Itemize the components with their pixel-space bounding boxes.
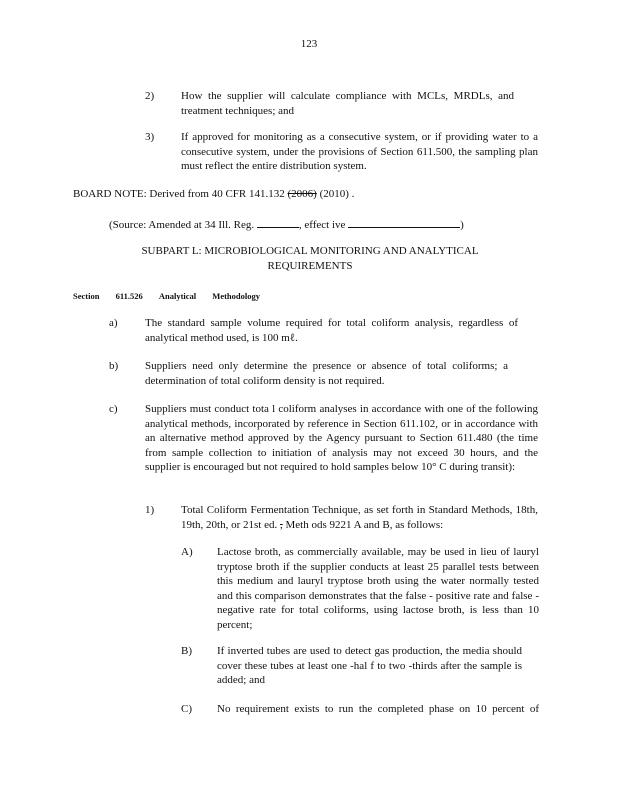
subsubitem-label: B) bbox=[181, 645, 192, 657]
subitem-text bbox=[181, 503, 538, 532]
subpart-title-line2: REQUIREMENTS bbox=[267, 259, 353, 272]
section-word: Section bbox=[73, 291, 100, 301]
list-item-text: How the supplier will calculate compliance with MCLs, MRDLs, and treatment techniques; and bbox=[181, 90, 514, 117]
list-label: 3) bbox=[145, 131, 155, 143]
struck-comma: , bbox=[280, 518, 283, 531]
subitem-text-after: Meth ods 9221 A and B, as follows: bbox=[285, 518, 444, 531]
section-title-word2: Methodology bbox=[212, 291, 260, 301]
item-label: a) bbox=[109, 317, 118, 329]
list-item-text: If approved for monitoring as a consecutive system, or if providing water to a consecutive system, under the provisions of Section 611.500, the sampling plan must reflect the entire distribution system. bbox=[181, 131, 538, 172]
struck-year: (2006) bbox=[287, 188, 317, 200]
subsubitem-text: If inverted tubes are used to detect gas production, the media should cover these tubes at least one -hal f to two -thirds after the sample is added; and bbox=[217, 645, 522, 686]
page-number: 123 bbox=[300, 38, 318, 50]
register-blank bbox=[257, 217, 299, 228]
subitem-label: 1) bbox=[145, 504, 155, 516]
board-note-suffix: (2010) . bbox=[319, 188, 355, 200]
subsubitem-label: A) bbox=[181, 546, 193, 558]
subitem-text-before: Total Coliform Fermentation Technique, as set forth in Standard Methods, 18th, 19th, 20th, or 21st ed. bbox=[181, 504, 538, 531]
item-text: Suppliers need only determine the presence or absence of total coliforms; a determination of total coliform density is not required. bbox=[145, 360, 508, 387]
subsubitem-text: Lactose broth, as commercially available, may be used in lieu of lauryl tryptose broth if the supplier conducts at least 25 parallel tests between this medium and lauryl tryptose broth using the water normally tested and this comparison demonstrates that the false - positive rate and false -negative rate for total coliforms, using lactose broth, is less than 10 percent; bbox=[217, 546, 539, 631]
list-label: 2) bbox=[145, 90, 155, 102]
item-text: The standard sample volume required for total coliform analysis, regardless of analytical method used, is 100 mℓ. bbox=[145, 317, 518, 344]
effective-date-blank bbox=[348, 217, 460, 228]
section-heading bbox=[73, 291, 260, 301]
section-title-word1: Analytical bbox=[158, 291, 197, 301]
subsubitem-label: C) bbox=[181, 703, 192, 715]
source-suffix: ) bbox=[460, 219, 464, 231]
subsubitem-text: No requirement exists to run the completed phase on 10 percent of bbox=[217, 703, 539, 715]
board-note bbox=[73, 187, 354, 202]
source-line bbox=[109, 217, 464, 233]
source-prefix: (Source: Amended at 34 Ill. Reg. bbox=[109, 219, 255, 231]
subpart-title-line1: SUBPART L: MICROBIOLOGICAL MONITORING AND ANALYTICAL bbox=[141, 245, 479, 257]
source-middle: , effect ive bbox=[298, 219, 346, 231]
item-label: b) bbox=[109, 360, 119, 372]
board-note-prefix: BOARD NOTE: Derived from 40 CFR 141.132 bbox=[73, 188, 285, 200]
subpart-title bbox=[110, 244, 510, 273]
item-text: Suppliers must conduct tota l coliform analyses in accordance with one of the following analytical methods, incorporated by reference in Section 611.102, or in accordance with an alternative method approved by the Agency pursuant to Section 611.480 (the time from sample collection to initiation of analysis may not exceed 30 hours, and the supplier is encouraged but not required to hold samples below 10° C during transit): bbox=[145, 403, 538, 473]
section-number: 611.526 bbox=[115, 291, 143, 301]
item-label: c) bbox=[109, 403, 118, 415]
